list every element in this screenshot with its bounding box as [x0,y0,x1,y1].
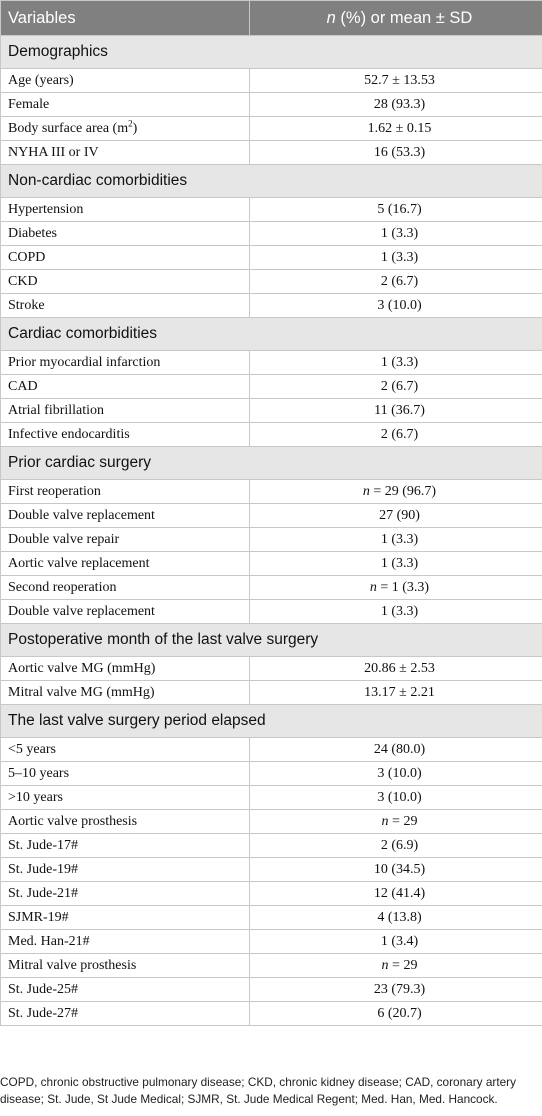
table-row [1,657,542,681]
variable-label-text: St. Jude-17# [8,837,78,853]
variable-value-text: 24 (80.0) [373,741,426,757]
section-title: Non-cardiac comorbidities [1,165,542,198]
variable-label-text: NYHA III or IV [8,144,99,160]
variable-label-text: Double valve replacement [8,603,155,619]
section-title: Prior cardiac surgery [1,447,542,480]
variable-label-text: Double valve repair [8,531,120,547]
variable-value [250,1002,542,1026]
variable-label [1,681,250,705]
variable-value [250,480,542,504]
variable-label-text: CAD [8,378,38,394]
header-variables: Variables [1,1,250,36]
table-header-row [1,1,542,36]
variable-value-text: = 29 [388,813,418,829]
variable-label-text: Female [8,96,50,112]
variable-value-text: 1.62 ± 0.15 [367,120,432,136]
variable-label [1,657,250,681]
variable-value [250,222,542,246]
variable-value [250,657,542,681]
variable-label-text: >10 years [8,789,63,805]
variable-value-text: 1 (3.3) [380,354,419,370]
table-row [1,834,542,858]
section-header-row [1,705,542,738]
table-footnote: COPD, chronic obstructive pulmonary disease; CKD, chronic kidney disease; CAD, coronary artery disease; St. Jude, St Jude Medical; SJMR, St. Jude Medical Regent; Med. Han, Med. Hancock. [0,1075,516,1106]
section-header-row [1,165,542,198]
variable-value [250,906,542,930]
variable-label-text: First reoperation [8,483,101,499]
table-row [1,294,542,318]
section-header-row [1,36,542,69]
variable-label [1,600,250,624]
variable-value-text: 1 (3.3) [380,531,419,547]
variable-label [1,270,250,294]
variable-label-text: CKD [8,273,38,289]
variable-label [1,954,250,978]
variable-label-text: Double valve replacement [8,507,155,523]
variable-label [1,69,250,93]
variable-label-text: Aortic valve MG (mmHg) [8,660,156,676]
variable-value-text: = 29 (96.7) [369,483,437,499]
variable-value [250,198,542,222]
variable-label [1,858,250,882]
table-row [1,528,542,552]
variable-value [250,93,542,117]
table-row [1,141,542,165]
variable-label-text: 5–10 years [8,765,70,781]
variable-label [1,786,250,810]
variable-value [250,117,542,141]
variable-value-text: 3 (10.0) [377,297,422,313]
variable-label-text: Body surface area (m [8,120,129,136]
table-row [1,858,542,882]
variable-label-text: Atrial fibrillation [8,402,105,418]
variable-label-text: Mitral valve prosthesis [8,957,137,973]
variable-label-text: Aortic valve replacement [8,555,150,571]
table-row [1,954,542,978]
variable-value [250,576,542,600]
variable-value-text: 12 (41.4) [373,885,426,901]
variable-label [1,423,250,447]
table-row [1,351,542,375]
table-row [1,246,542,270]
variable-value-text: 13.17 ± 2.21 [364,684,435,700]
variable-label-text: COPD [8,249,46,265]
variable-label [1,882,250,906]
section-header-row [1,624,542,657]
variable-label [1,375,250,399]
variable-value [250,978,542,1002]
variable-label-text: St. Jude-19# [8,861,78,877]
variable-label [1,1002,250,1026]
variable-label-text: Stroke [8,297,45,313]
variable-label-text: Diabetes [8,225,57,241]
variable-value-text: 20.86 ± 2.53 [364,660,435,676]
variable-value-text: = 29 [388,957,418,973]
table-row [1,576,542,600]
variable-label-text: Med. Han-21# [8,933,90,949]
table-row [1,978,542,1002]
variable-value-text: 23 (79.3) [373,981,426,997]
variable-value-text: 3 (10.0) [377,789,422,805]
label-superscript: 2 [128,117,133,128]
variable-value-text: 1 (3.4) [380,933,419,949]
table-row [1,117,542,141]
variable-value [250,600,542,624]
variable-label-text: St. Jude-27# [8,1005,78,1021]
variable-value [250,930,542,954]
variable-label [1,978,250,1002]
variable-label [1,906,250,930]
table-row [1,810,542,834]
variable-value [250,528,542,552]
variable-value [250,69,542,93]
variable-value [250,681,542,705]
variable-label [1,834,250,858]
variable-label-text: Age (years) [8,72,74,88]
variable-value-text: 1 (3.3) [380,555,419,571]
table-row [1,1002,542,1026]
variable-value-text: 28 (93.3) [373,96,426,112]
table-row [1,504,542,528]
table-row [1,930,542,954]
table-row [1,480,542,504]
variable-label-text: St. Jude-25# [8,981,78,997]
variable-value-text: 2 (6.9) [380,837,419,853]
value-italic-n: n [381,957,389,973]
variable-label [1,762,250,786]
header-values-text: (%) or mean ± SD [335,8,473,27]
table-row [1,681,542,705]
variable-value [250,270,542,294]
variable-value [250,882,542,906]
variable-value-text: 10 (34.5) [373,861,426,877]
table-row [1,375,542,399]
variable-value-text: = 1 (3.3) [376,579,430,595]
table-row [1,762,542,786]
variable-value-text: 2 (6.7) [380,273,419,289]
variable-label [1,930,250,954]
variable-value [250,762,542,786]
variable-value [250,141,542,165]
variable-value [250,399,542,423]
section-title: Cardiac comorbidities [1,318,542,351]
variable-value-text: 1 (3.3) [380,249,419,265]
variable-value-text: 1 (3.3) [380,225,419,241]
variable-label [1,399,250,423]
variable-label [1,198,250,222]
variable-label [1,351,250,375]
table-row [1,423,542,447]
variable-value [250,504,542,528]
variable-label [1,552,250,576]
variable-label [1,141,250,165]
table-row [1,600,542,624]
variable-label [1,480,250,504]
value-italic-n: n [369,579,377,595]
variable-value-text: 11 (36.7) [374,402,425,418]
variable-label-text: Second reoperation [8,579,117,595]
variable-label-text: Infective endocarditis [8,426,130,442]
variable-label [1,222,250,246]
header-values [250,1,542,36]
variable-value [250,375,542,399]
variable-label [1,738,250,762]
variable-label [1,504,250,528]
variable-label [1,810,250,834]
table-row [1,222,542,246]
variable-value-text: 52.7 ± 13.53 [364,72,435,88]
variable-label-text: SJMR-19# [8,909,69,925]
variable-value-text: 1 (3.3) [380,603,419,619]
variable-label [1,294,250,318]
label-suffix: ) [132,120,138,136]
variable-value-text: 27 (90) [379,507,420,523]
section-header-row [1,318,542,351]
value-italic-n: n [362,483,370,499]
section-title: Postoperative month of the last valve surgery [1,624,542,657]
variable-value [250,858,542,882]
variable-label [1,117,250,141]
variable-label [1,93,250,117]
variable-label-text: St. Jude-21# [8,885,78,901]
variable-label-text: Prior myocardial infarction [8,354,161,370]
variable-label [1,246,250,270]
variable-label [1,576,250,600]
variable-value-text: 16 (53.3) [373,144,426,160]
table-row [1,270,542,294]
variable-label-text: Mitral valve MG (mmHg) [8,684,155,700]
section-title: Demographics [1,36,542,69]
table-row [1,882,542,906]
table-row [1,399,542,423]
table-row [1,93,542,117]
table-row [1,552,542,576]
variable-value [250,834,542,858]
header-n-italic: n [326,8,336,27]
value-italic-n: n [381,813,389,829]
variable-value-text: 2 (6.7) [380,378,419,394]
variable-value [250,246,542,270]
variable-label-text: Aortic valve prosthesis [8,813,138,829]
variable-label-text: <5 years [8,741,56,757]
table-row [1,69,542,93]
section-title: The last valve surgery period elapsed [1,705,542,738]
variable-label-text: Hypertension [8,201,84,217]
variable-value-text: 2 (6.7) [380,426,419,442]
variable-value [250,294,542,318]
table-row [1,786,542,810]
variable-value-text: 3 (10.0) [377,765,422,781]
variable-value-text: 5 (16.7) [377,201,422,217]
variable-label [1,528,250,552]
variable-value [250,810,542,834]
variable-value [250,954,542,978]
variable-value [250,423,542,447]
variable-value-text: 6 (20.7) [377,1005,422,1021]
table-row [1,906,542,930]
table-row [1,738,542,762]
variable-value [250,738,542,762]
variable-value-text: 4 (13.8) [377,909,422,925]
section-header-row [1,447,542,480]
variable-value [250,786,542,810]
variable-value [250,351,542,375]
variable-value [250,552,542,576]
table-row [1,198,542,222]
